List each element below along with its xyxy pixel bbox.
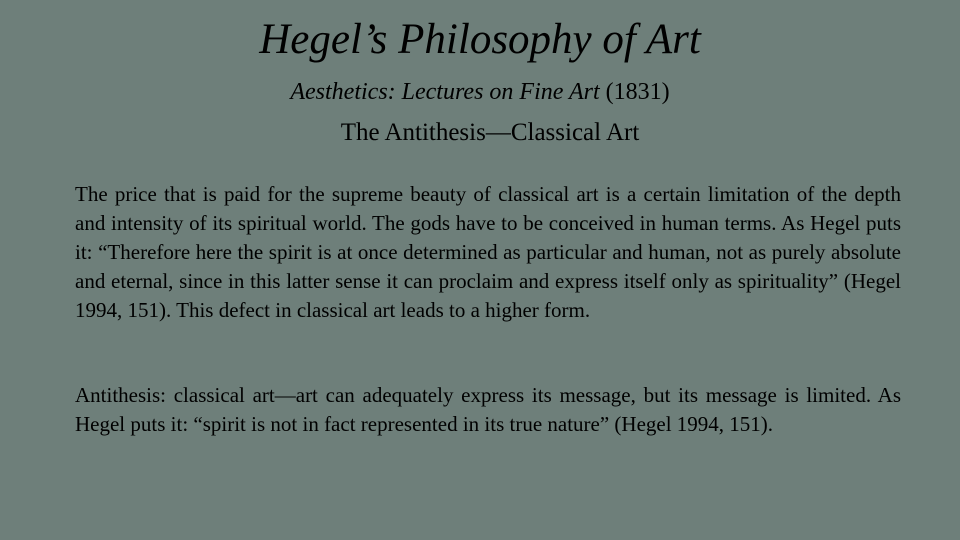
work-title: Aesthetics: Lectures on Fine Art	[290, 79, 600, 105]
section-heading: The Antithesis—Classical Art	[340, 119, 640, 146]
body-paragraph-1: The price that is paid for the supreme beauty of classical art is a certain limitation of the depth and intensity of its spiritual world. The gods have to be conceived in human terms. As Hegel puts it: “Therefore here the spirit is at once determined as particular and human, not as purely absolute and eternal, since in this latter sense it can proclaim and express itself only as spirituality” (Hegel 1994, 151). This defect in classical art leads to a higher form.	[75, 182, 901, 322]
slide-title: Hegel’s Philosophy of Art	[259, 16, 701, 63]
slide-subtitle	[0, 76, 960, 108]
work-year: (1831)	[599, 79, 670, 105]
body-paragraph-2: Antithesis: classical art—art can adequately express its message, but its message is limited. As Hegel puts it: “spirit is not in fact represented in its true nature” (Hegel 1994, 151).	[75, 383, 901, 436]
